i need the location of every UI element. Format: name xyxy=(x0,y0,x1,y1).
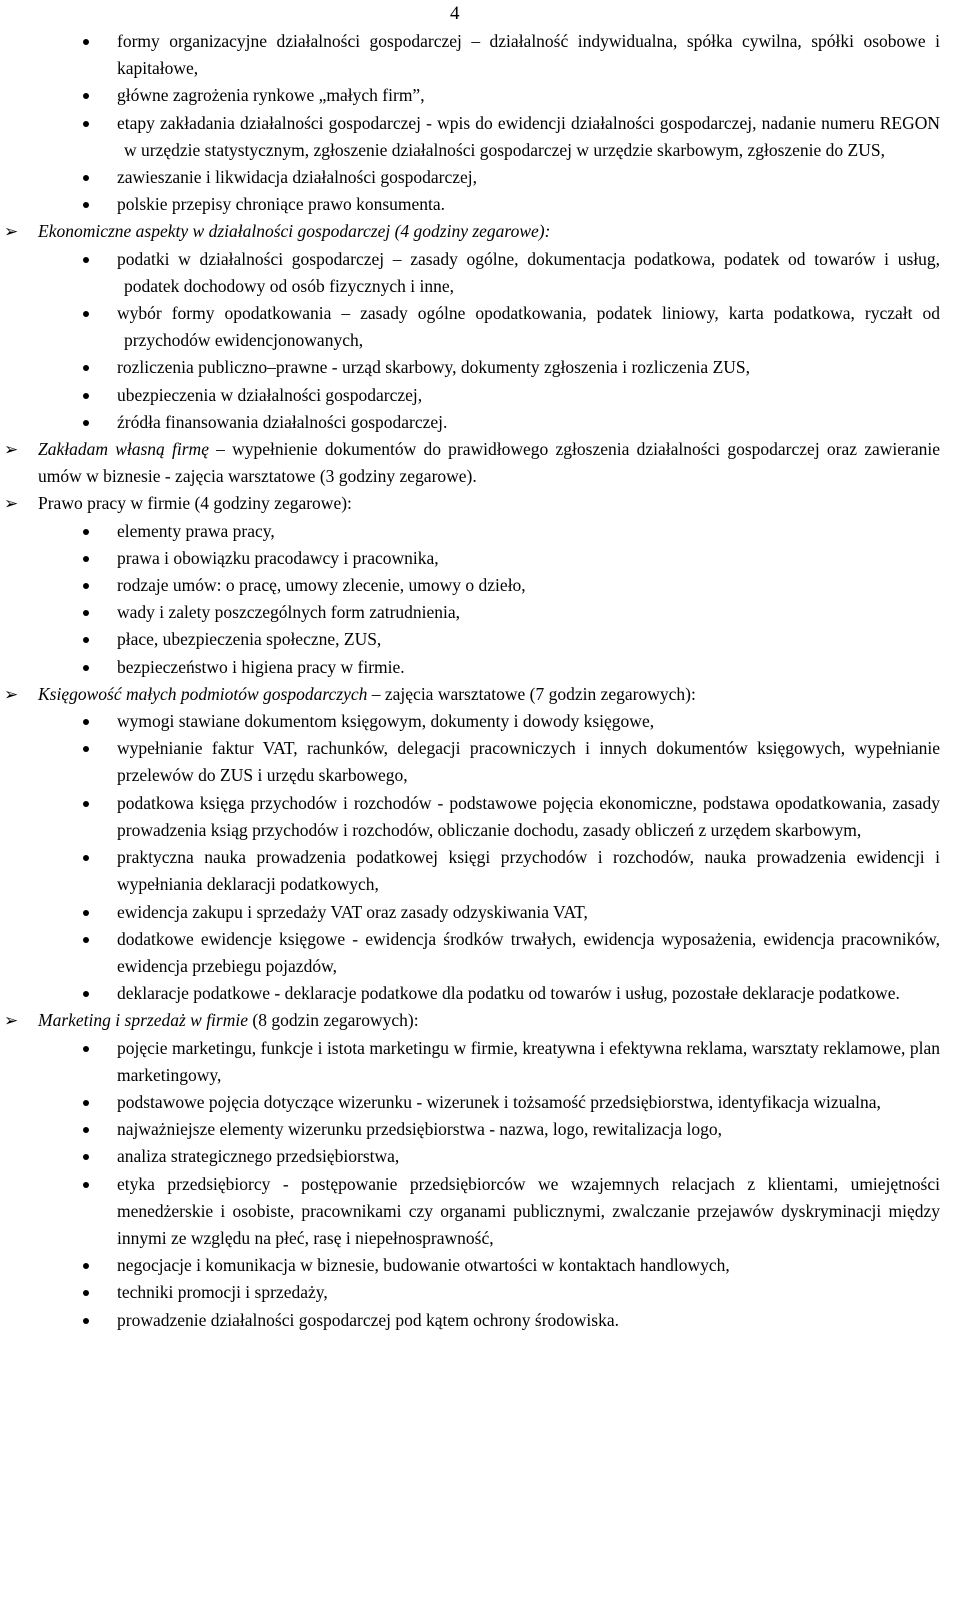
list-item: bezpieczeństwo i higiena pracy w firmie. xyxy=(0,654,960,681)
list-item: podatki w działalności gospodarczej – zasady ogólne, dokumentacja podatkowa, podatek od towarów i usług, podatek dochodowy od osób fizycznych i inne, xyxy=(0,246,960,300)
list-item: wypełnianie faktur VAT, rachunków, delegacji pracowniczych i innych dokumentów księgowych, wypełnianie przelewów do ZUS i urzędu skarbowego, xyxy=(0,735,960,789)
section-title: Księgowość małych podmiotów gospodarczych – zajęcia warsztatowe (7 godzin zegarowych): xyxy=(38,683,696,704)
section-title: Ekonomiczne aspekty w działalności gospodarczej (4 godziny zegarowe): xyxy=(38,221,551,242)
list-item: polskie przepisy chroniące prawo konsumenta. xyxy=(0,191,960,218)
list-item: zawieszanie i likwidacja działalności gospodarczej, xyxy=(0,164,960,191)
list-item: etapy zakładania działalności gospodarczej - wpis do ewidencji działalności gospodarczej, nadanie numeru REGON w urzędzie statystycznym, zgłoszenie działalności gospodarczej w urzędzie skarbowym, zgłoszenie do ZUS, xyxy=(0,110,960,164)
list-item: pojęcie marketingu, funkcje i istota marketingu w firmie, kreatywna i efektywna reklama, warsztaty reklamowe, plan marketingowy, xyxy=(0,1035,960,1089)
list-item: etyka przedsiębiorcy - postępowanie przedsiębiorców we wzajemnych relacjach z klientami, umiejętności menedżerskie i osobiste, pracownikami czy organami publicznymi, zwalczanie przejawów dyskryminacji między innymi ze względu na płeć, rasę i niepełnosprawność, xyxy=(0,1171,960,1253)
section-own-company xyxy=(0,436,960,490)
labour-law-list xyxy=(0,518,960,681)
arrow-bullet-icon: ➢ xyxy=(4,494,19,514)
arrow-bullet-icon: ➢ xyxy=(4,222,19,242)
section-accounting xyxy=(0,681,960,708)
list-item: elementy prawa pracy, xyxy=(0,518,960,545)
list-item: prowadzenie działalności gospodarczej pod kątem ochrony środowiska. xyxy=(0,1307,960,1334)
list-item: rozliczenia publiczno–prawne - urząd skarbowy, dokumenty zgłoszenia i rozliczenia ZUS, xyxy=(0,354,960,381)
section-economic-aspects xyxy=(0,218,960,245)
economic-aspects-list xyxy=(0,246,960,436)
section-marketing xyxy=(0,1007,960,1034)
list-item: najważniejsze elementy wizerunku przedsiębiorstwa - nazwa, logo, rewitalizacja logo, xyxy=(0,1116,960,1143)
list-item: wymogi stawiane dokumentom księgowym, dokumenty i dowody księgowe, xyxy=(0,708,960,735)
section-title: Zakładam własną firmę – wypełnienie dokumentów do prawidłowego zgłoszenia działalności gospodarczej oraz zawieranie umów w biznesie - zajęcia warsztatowe (3 godziny zegarowe). xyxy=(38,439,940,487)
list-item: analiza strategicznego przedsiębiorstwa, xyxy=(0,1143,960,1170)
list-item: podatkowa księga przychodów i rozchodów - podstawowe pojęcia ekonomiczne, podstawa opodatkowania, zasady prowadzenia ksiąg przychodów i rozchodów, obliczanie dochodu, zasady obliczeń z urzędem skarbowym, xyxy=(0,790,960,844)
list-item: rodzaje umów: o pracę, umowy zlecenie, umowy o dzieło, xyxy=(0,572,960,599)
list-item: podstawowe pojęcia dotyczące wizerunku - wizerunek i tożsamość przedsiębiorstwa, identyfikacja wizualna, xyxy=(0,1089,960,1116)
section-title: Marketing i sprzedaż w firmie (8 godzin zegarowych): xyxy=(38,1010,419,1031)
arrow-bullet-icon: ➢ xyxy=(4,684,19,704)
arrow-bullet-icon: ➢ xyxy=(4,440,19,460)
list-item: wybór formy opodatkowania – zasady ogólne opodatkowania, podatek liniowy, karta podatkowa, ryczałt od przychodów ewidencjonowanych, xyxy=(0,300,960,354)
document-body xyxy=(0,28,960,1334)
list-item: wady i zalety poszczególnych form zatrudnienia, xyxy=(0,599,960,626)
marketing-list xyxy=(0,1035,960,1334)
section-labour-law xyxy=(0,490,960,517)
list-item: prawa i obowiązku pracodawcy i pracownika, xyxy=(0,545,960,572)
list-item: dodatkowe ewidencje księgowe - ewidencja środków trwałych, ewidencja wyposażenia, ewidencja pracowników, ewidencja przebiegu pojazdów, xyxy=(0,926,960,980)
list-item: ewidencja zakupu i sprzedaży VAT oraz zasady odzyskiwania VAT, xyxy=(0,899,960,926)
page-number: 4 xyxy=(450,3,460,24)
arrow-bullet-icon: ➢ xyxy=(4,1011,19,1031)
list-item: ubezpieczenia w działalności gospodarczej, xyxy=(0,382,960,409)
intro-list xyxy=(0,28,960,218)
list-item: źródła finansowania działalności gospodarczej. xyxy=(0,409,960,436)
section-title: Prawo pracy w firmie (4 godziny zegarowe): xyxy=(38,493,352,514)
list-item: główne zagrożenia rynkowe „małych firm”, xyxy=(0,82,960,109)
accounting-list xyxy=(0,708,960,1007)
list-item: deklaracje podatkowe - deklaracje podatkowe dla podatku od towarów i usług, pozostałe deklaracje podatkowe. xyxy=(0,980,960,1007)
list-item: techniki promocji i sprzedaży, xyxy=(0,1279,960,1306)
list-item: praktyczna nauka prowadzenia podatkowej księgi przychodów i rozchodów, nauka prowadzenia ewidencji i wypełniania deklaracji podatkowych, xyxy=(0,844,960,898)
list-item: formy organizacyjne działalności gospodarczej – działalność indywidualna, spółka cywilna, spółki osobowe i kapitałowe, xyxy=(0,28,960,82)
list-item: płace, ubezpieczenia społeczne, ZUS, xyxy=(0,626,960,653)
list-item: negocjacje i komunikacja w biznesie, budowanie otwartości w kontaktach handlowych, xyxy=(0,1252,960,1279)
